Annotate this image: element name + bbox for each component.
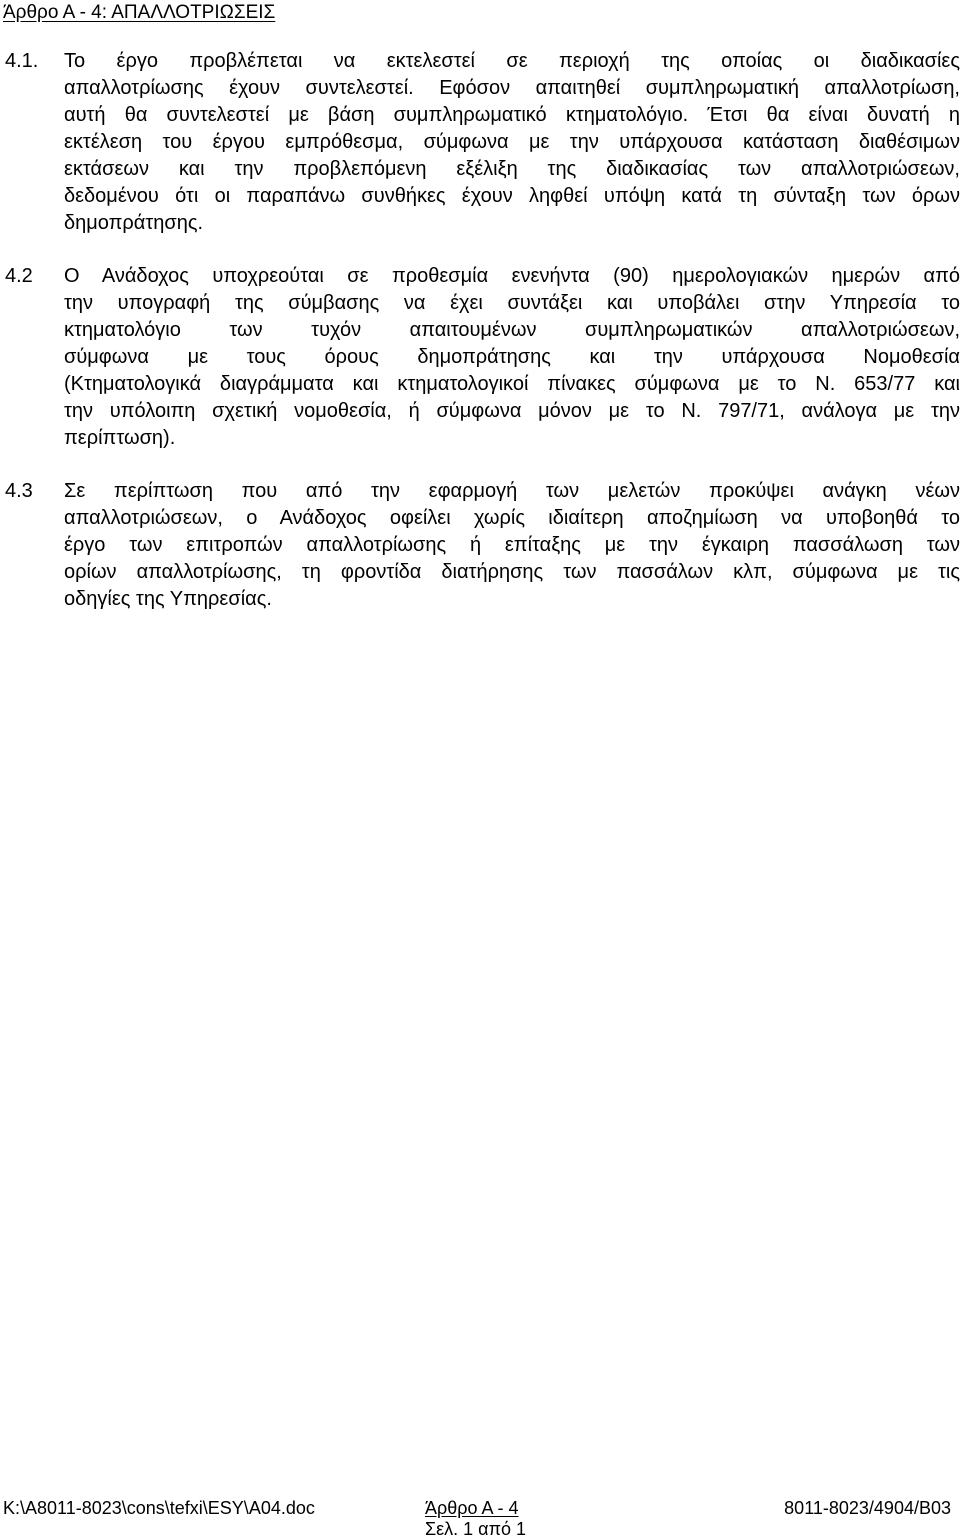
paragraph-line: Ο Ανάδοχος υποχρεούται σε προθεσμία ενενήντα (90) ημερολογιακών ημερών από <box>64 265 960 287</box>
paragraph-line: σύμφωνα με τους όρους δημοπράτησης και την υπάρχουσα Νομοθεσία <box>64 346 960 368</box>
paragraph-line: ορίων απαλλοτρίωσης, τη φροντίδα διατήρησης των πασσάλων κλπ, σύμφωνα με τις <box>64 561 960 583</box>
paragraph-line: Το έργο προβλέπεται να εκτελεστεί σε περιοχή της οποίας οι διαδικασίες <box>64 50 960 72</box>
paragraph-line: απαλλοτρίωσης έχουν συντελεστεί. Εφόσον απαιτηθεί συμπληρωματική απαλλοτρίωση, <box>64 77 960 99</box>
section-paragraph <box>64 48 960 237</box>
footer-page-number: Σελ. 1 από 1 <box>425 1519 527 1539</box>
paragraph-line: οδηγίες της Υπηρεσίας. <box>64 588 272 610</box>
paragraph-line: την υπογραφή της σύμβασης να έχει συντάξει και υποβάλει στην Υπηρεσία το <box>64 292 960 314</box>
paragraph-line: απαλλοτριώσεων, ο Ανάδοχος οφείλει χωρίς ιδιαίτερη αποζημίωση να υποβοηθά το <box>64 507 960 529</box>
section-number: 4.1. <box>5 50 39 72</box>
section-paragraph <box>64 263 960 452</box>
document-title: Άρθρο Α - 4: ΑΠΑΛΛΟΤΡΙΩΣΕΙΣ <box>3 2 276 23</box>
section-paragraph <box>64 478 960 613</box>
section-number: 4.2 <box>5 265 33 287</box>
paragraph-line: έργο των επιτροπών απαλλοτρίωσης ή επίταξης με την έγκαιρη πασσάλωση των <box>64 534 960 556</box>
paragraph-line: εκτέλεση του έργου εμπρόθεσμα, σύμφωνα με την υπάρχουσα κατάσταση διαθέσιμων <box>64 131 960 153</box>
paragraph-line: δεδομένου ότι οι παραπάνω συνθήκες έχουν ληφθεί υπόψη κατά τη σύνταξη των όρων <box>64 185 960 207</box>
paragraph-line: Σε περίπτωση που από την εφαρμογή των μελετών προκύψει ανάγκη νέων <box>64 480 960 502</box>
paragraph-line: κτηματολόγιο των τυχόν απαιτουμένων συμπληρωματικών απαλλοτριώσεων, <box>64 319 960 341</box>
footer-code: 8011-8023/4904/B03 <box>784 1498 951 1518</box>
paragraph-line: περίπτωση). <box>64 427 176 449</box>
section-4-3 <box>5 478 960 613</box>
footer-article: Άρθρο Α - 4 <box>425 1498 519 1518</box>
section-number: 4.3 <box>5 480 33 502</box>
paragraph-line: αυτή θα συντελεστεί με βάση συμπληρωματικό κτηματολόγιο. Έτσι θα είναι δυνατή η <box>64 104 960 126</box>
footer-file-path: K:\A8011-8023\cons\tefxi\ESY\A04.doc <box>3 1498 315 1518</box>
paragraph-line: (Κτηματολογικά διαγράμματα και κτηματολογικοί πίνακες σύμφωνα με το Ν. 653/77 και <box>64 373 960 395</box>
section-4-2 <box>5 263 960 452</box>
paragraph-line: εκτάσεων και την προβλεπόμενη εξέλιξη της διαδικασίας των απαλλοτριώσεων, <box>64 158 960 180</box>
section-4-1 <box>5 48 960 237</box>
paragraph-line: την υπόλοιπη σχετική νομοθεσία, ή σύμφωνα μόνον με το Ν. 797/71, ανάλογα με την <box>64 400 960 422</box>
paragraph-line: δημοπράτησης. <box>64 212 204 234</box>
page-footer <box>0 1495 960 1537</box>
